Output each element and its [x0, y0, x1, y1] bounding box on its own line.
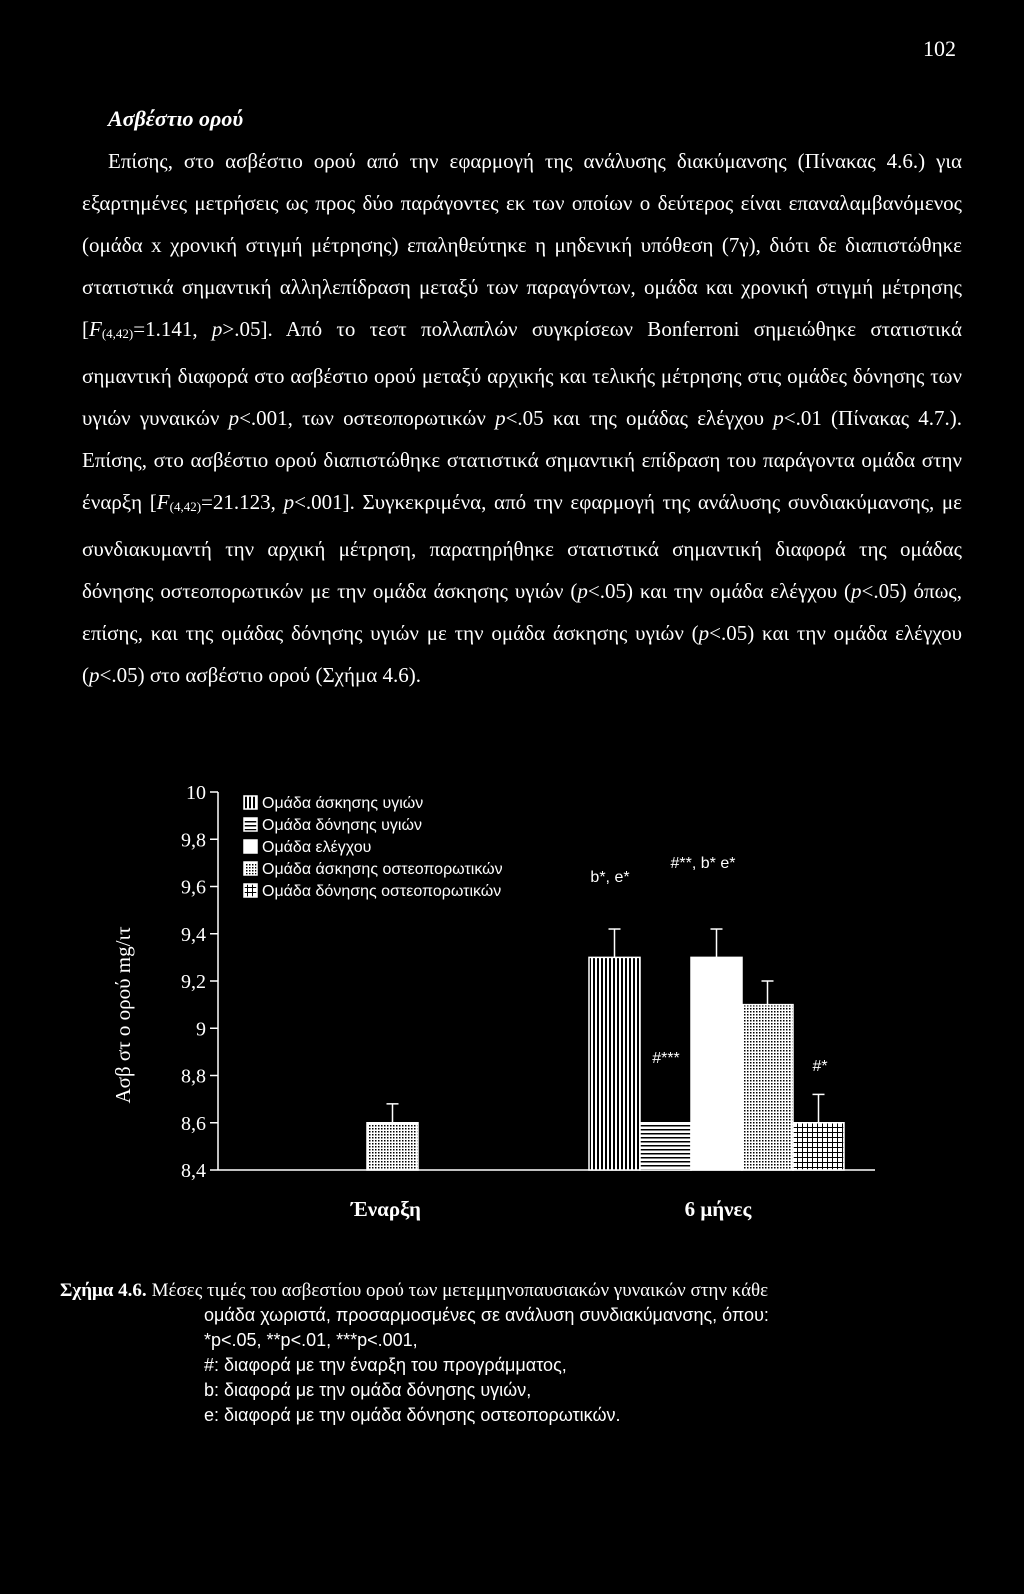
legend-swatch	[244, 796, 257, 809]
text-run: (4,42)	[169, 499, 202, 514]
text-run: <.05) στο ασβέστιο ορού (Σχήμα 4.6).	[99, 663, 421, 687]
y-tick-label: 9,4	[181, 923, 206, 946]
text-run: F	[156, 490, 170, 514]
caption-line: b: διαφορά με την ομάδα δόνησης υγιών,	[204, 1380, 532, 1400]
x-category-labels	[350, 1197, 753, 1221]
text-run: p	[698, 621, 710, 645]
y-tick-label: 8,4	[181, 1160, 206, 1182]
text-run: p	[228, 406, 240, 430]
legend	[244, 795, 503, 900]
calcium-bar-chart	[0, 780, 1024, 1250]
text-run: p	[851, 579, 862, 603]
text-run: p	[89, 663, 100, 687]
caption-line: e: διαφορά με την ομάδα δόνησης οστεοπορωτικών.	[204, 1405, 621, 1425]
y-tick-label: 8,8	[181, 1065, 206, 1088]
text-run: <.01 (Πίνακας 4.7.). Επίσης, στο ασβέστιο ορού διαπιστώθηκε στατιστικά σημαντική επίδραση του παράγοντα ομάδα στην έναρξη [	[82, 406, 962, 514]
y-tick-label: 8,6	[181, 1112, 206, 1135]
figure-caption	[60, 1278, 980, 1428]
legend-swatch	[244, 840, 257, 853]
caption-line: #: διαφορά με την έναρξη του προγράμματος,	[204, 1355, 567, 1375]
legend-label: Ομάδα ελέγχου	[262, 839, 372, 856]
text-run: Επίσης, στο ασβέστιο ορού από την εφαρμογή της ανάλυσης διακύμανσης (Πίνακας 4.6.) για εξαρτημένες μετρήσεις ως προς δύο παράγοντες εκ των οποίων ο δεύτερος είναι επαναλαμβανόμενος (ομάδα x χρονική στιγμή μέτρησης) επαληθεύτηκε η μηδενική υπόθεση (7γ), διότι δε διαπιστώθηκε στατιστικά σημαντική αλληλεπίδραση μεταξύ των παραγόντων, ομάδα και χρονική στιγμή μέτρησης [	[82, 149, 962, 341]
body-paragraph	[82, 140, 962, 696]
caption-line: ομάδα χωριστά, προσαρμοσμένες σε ανάλυση συνδιακύμανσης, όπου:	[204, 1305, 769, 1325]
legend-label: Ομάδα άσκησης οστεοπορωτικών	[262, 861, 503, 878]
x-category-label: Έναρξη	[351, 1197, 421, 1221]
text-run: >.05]. Από το τεστ πολλαπλών συγκρίσεων Bonferroni σημειώθηκε στατιστικά σημαντική διαφορά στο ασβέστιο ορού μεταξύ αρχικής και τελικής μέτρησης στις ομάδες δόνησης των υγιών γυναικών	[82, 317, 962, 430]
legend-swatch	[244, 884, 257, 897]
text-run: <.05) και την ομάδα ελέγχου (	[587, 579, 852, 603]
text-run: <.001]. Συγκεκριμένα, από την εφαρμογή της ανάλυσης συνδιακύμανσης, με συνδιακυμαντή την αρχική μέτρηση, παρατηρήθηκε στατιστικά σημαντική διαφορά της ομάδας δόνησης οστεοπορωτικών με την ομάδα άσκησης υγιών (	[82, 490, 962, 603]
section-title: Ασβέστιο ορού	[108, 106, 244, 131]
bar	[742, 1005, 793, 1170]
bar	[640, 1123, 691, 1170]
significance-label: #*	[812, 1058, 828, 1075]
y-tick-label: 10	[186, 782, 206, 804]
bar	[691, 957, 742, 1170]
x-category-label: 6 μήνες	[684, 1197, 752, 1221]
significance-label: #**, b* e*	[670, 855, 736, 872]
text-run: (4,42)	[101, 326, 134, 341]
text-run: p	[283, 490, 295, 514]
text-run: <.001, των οστεοπορωτικών	[239, 406, 496, 430]
caption-label: Σχήμα 4.6.	[60, 1280, 147, 1301]
text-run: <.05) και την ομάδα ελέγχου (	[82, 621, 962, 687]
caption-line: Μέσες τιμές του ασβεστίου ορού των μετεμμηνοπαυσιακών γυναικών στην κάθε	[151, 1280, 769, 1301]
text-run: p	[577, 579, 588, 603]
text-run: F	[89, 317, 102, 341]
caption-line: *p<.05, **p<.01, ***p<.001,	[204, 1330, 418, 1350]
legend-label: Ομάδα δόνησης οστεοπορωτικών	[262, 883, 502, 900]
text-run: p	[495, 406, 506, 430]
legend-label: Ομάδα άσκησης υγιών	[262, 795, 424, 812]
bars	[367, 855, 844, 1170]
text-run: p	[211, 317, 223, 341]
text-run: <.05 και της ομάδας ελέγχου	[505, 406, 774, 430]
y-tick-label: 9,6	[181, 876, 206, 899]
bar	[793, 1123, 844, 1170]
significance-label: b*, e*	[590, 869, 630, 886]
bar	[367, 1123, 418, 1170]
text-run: <.05) όπως, επίσης, και της ομάδας δόνησης υγιών με την ομάδα άσκησης υγιών (	[82, 579, 962, 645]
text-run: =1.141,	[133, 317, 212, 341]
text-run: =21.123,	[201, 490, 284, 514]
page-number: 102	[923, 36, 956, 61]
bar	[589, 957, 640, 1170]
y-tick-label: 9	[196, 1018, 206, 1041]
legend-swatch	[244, 862, 257, 875]
y-tick-label: 9,8	[181, 829, 206, 852]
legend-swatch	[244, 818, 257, 831]
significance-label: #***	[652, 1050, 680, 1067]
text-run: p	[773, 406, 784, 430]
y-tick-label: 9,2	[181, 971, 206, 993]
legend-label: Ομάδα δόνησης υγιών	[262, 817, 422, 834]
y-axis-label: Ασβ στ ο ορού mg/ιτ	[111, 926, 135, 1104]
